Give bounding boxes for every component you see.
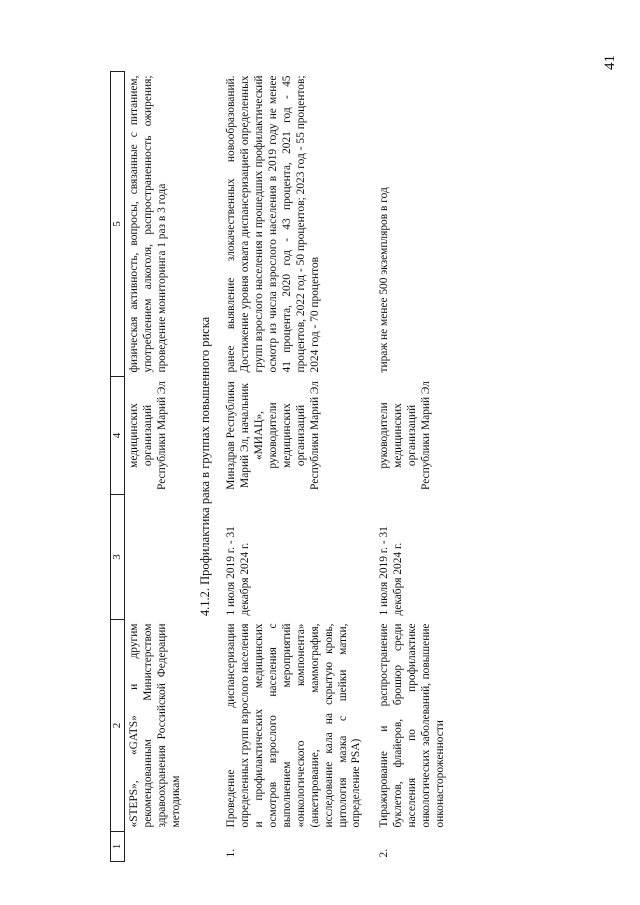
header-col-4: 4 xyxy=(111,377,125,495)
table-row xyxy=(372,72,449,862)
row-activity: Проведение диспансеризации определенных групп взрослого населения и профилактических медицинских осмотров взрослого населения с выполнением мероприятий «онкологического компонента» (анкетирование, маммография, исследование кала на скрытую кровь, цитология мазка с шейки матки, определение PSA) xyxy=(225,623,363,828)
continuation-period xyxy=(125,495,190,620)
continuation-num xyxy=(125,832,190,862)
row-number: 2. xyxy=(378,848,391,858)
row-period: 1 июля 2019 г. - 31 декабря 2024 г. xyxy=(225,526,252,616)
row-responsible: руководители медицинских организаций Республики Марий Эл xyxy=(378,381,433,490)
rotated-page-content xyxy=(110,72,565,862)
header-col-1: 1 xyxy=(111,832,125,862)
row-period: 1 июля 2019 г. - 31 декабря 2024 г. xyxy=(378,526,405,616)
continuation-result: физическая активность, вопросы, связанные с питанием, употреблением алкоголя, распространенность ожирения; проведение мониторинга 1 раз в 3 года xyxy=(128,75,169,373)
header-col-2: 2 xyxy=(111,620,125,832)
row-activity: Тиражирование и распространение буклетов, флайеров, брошюр среди населения по профилактике онкологических заболеваний, повышение онконастороженности xyxy=(378,623,446,828)
continuation-row xyxy=(125,72,190,862)
section-row xyxy=(190,72,219,862)
section-title: 4.1.2. Профилактика рака в группах повышенного риска xyxy=(198,316,213,617)
row-responsible: Минздрав Республики Марий Эл, начальник «МИАЦ», руководители медицинских организаций Республики Марий Эл xyxy=(225,381,321,490)
page-number: 41 xyxy=(602,55,618,70)
row-result: ранее выявление злокачественных новообразований. Достижение уровня охвата диспансеризацией определенных групп взрослого населения и прошедших профилактический осмотр из числа взрослого населения в 2019 году не менее 41 процента, 2020 год - 43 процента, 2021 год - 45 процентов, 2022 год - 50 процентов; 2023 год - 55 процентов; 2024 год - 70 процентов xyxy=(225,75,321,373)
row-result: тираж не менее 500 экземпляров в год xyxy=(378,187,391,373)
header-col-3: 3 xyxy=(111,495,125,620)
row-number: 1. xyxy=(225,848,238,858)
table-row xyxy=(219,72,372,862)
header-row xyxy=(111,72,125,862)
plan-table xyxy=(110,71,449,862)
continuation-activity: «STEPS», «GATS» и другим рекомендованным Министерством здравоохранения Российской Федерации методикам xyxy=(128,623,183,828)
continuation-responsible: медицинских организаций Республики Марий Эл xyxy=(128,381,169,490)
header-col-5: 5 xyxy=(111,72,125,377)
